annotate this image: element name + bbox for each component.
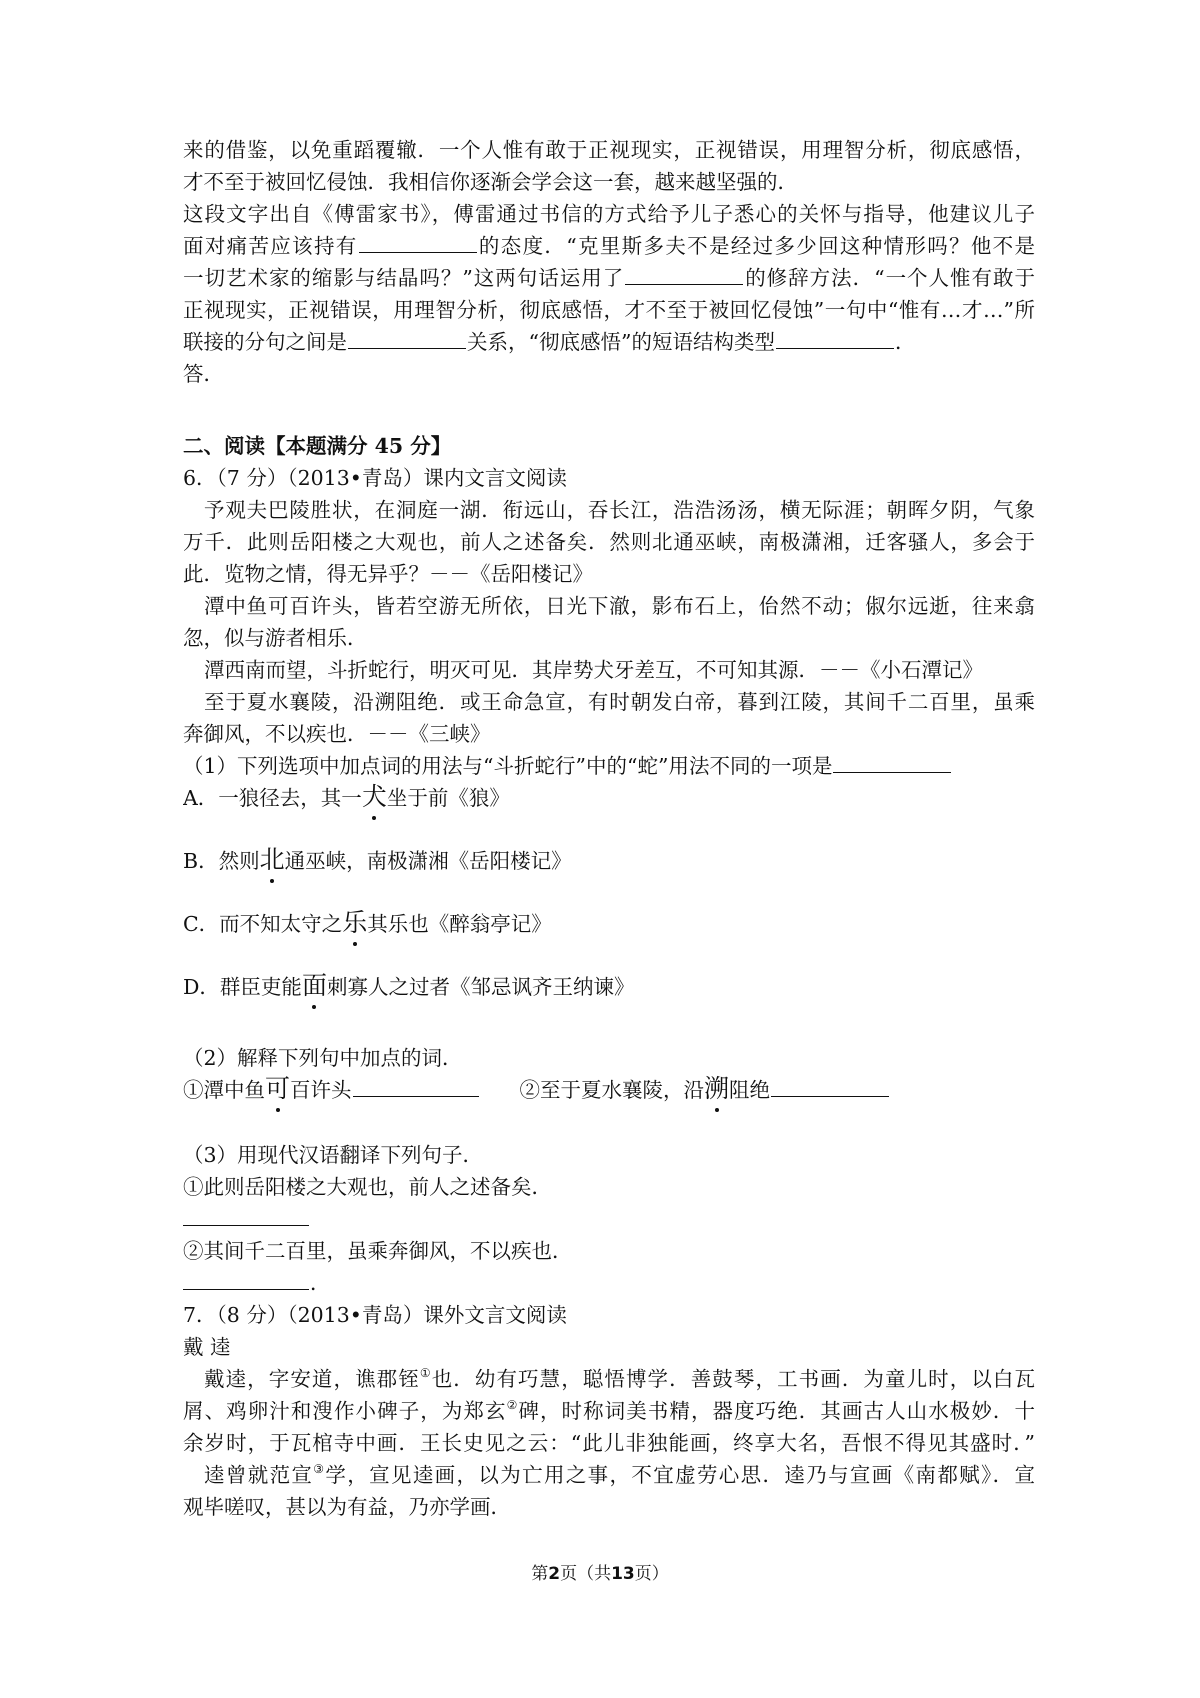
option-a-post: 坐于前《狼》 <box>386 786 510 810</box>
intro-line-7a: 联接的分句之间是 <box>183 330 347 354</box>
option-b[interactable] <box>183 845 1035 885</box>
footer-post: 页） <box>634 1564 669 1584</box>
option-c[interactable] <box>183 908 1035 948</box>
passage-line: 至于夏水襄陵，沿溯阻绝．或王命急宣，有时朝发白帝，暮到江陵，其间千二百里，虽乘 <box>204 690 1035 714</box>
passage-line: 潭西南而望，斗折蛇行，明灭可见．其岸势犬牙差互，不可知其源．－－《小石潭记》 <box>204 658 983 682</box>
dotted-word: 可 <box>265 1074 291 1103</box>
answer-blank[interactable] <box>183 1207 309 1226</box>
intro-line-4a: 面对痛苦应该持有 <box>183 234 358 258</box>
intro-line-7b: 关系，“彻底感悟”的短语结构类型 <box>467 330 775 354</box>
footnote-marker: ② <box>506 1398 519 1412</box>
footnote-marker: ① <box>419 1366 432 1380</box>
intro-line-6: 正视现实，正视错误，用理智分析，彻底感悟，才不至于被回忆侵蚀”一句中“惟有…才…”所 <box>183 298 1035 322</box>
answer-blank[interactable] <box>353 1078 479 1097</box>
option-a-pre: A．一狼径去，其一 <box>183 786 362 810</box>
passage-line: 观毕嗟叹，甚以为有益，乃亦学画． <box>183 1495 511 1519</box>
question-6-header: 6．（7 分）（2013•青岛）课内文言文阅读 <box>183 466 567 490</box>
question-7-header: 7．（8 分）（2013•青岛）课外文言文阅读 <box>183 1303 567 1327</box>
sub-question-2-items <box>183 1074 1035 1114</box>
option-d[interactable] <box>183 971 1035 1011</box>
intro-line-3: 这段文字出自《傅雷家书》，傅雷通过书信的方式给予儿子悉心的关怀与指导，他建议儿子 <box>183 202 1035 226</box>
intro-line-4 <box>183 230 1035 262</box>
passage-line <box>183 1395 1035 1427</box>
page-total: 13 <box>611 1564 635 1584</box>
intro-line-5b: 的修辞方法．“一个人惟有敢于 <box>744 266 1035 290</box>
dotted-word: 乐 <box>342 908 368 937</box>
passage-line: 予观夫巴陵胜状，在洞庭一湖．衔远山，吞长江，浩浩汤汤，横无际涯；朝晖夕阴，气象 <box>204 498 1035 522</box>
answer-line <box>183 1203 1035 1235</box>
option-b-post: 通巫峡，南极潇湘《岳阳楼记》 <box>284 849 572 873</box>
option-d-pre: D．群臣吏能 <box>183 975 302 999</box>
sub-3-ii: ②其间千二百里，虽乘奔御风，不以疾也． <box>183 1239 573 1263</box>
intro-line-4b: 的态度．“克里斯多夫不是经过多少回这种情形吗？他不是 <box>477 234 1035 258</box>
sub-question-3: （3）用现代汉语翻译下列句子． <box>183 1143 484 1167</box>
passage-line <box>204 1363 1035 1395</box>
footer-pre: 第 <box>531 1564 549 1584</box>
option-c-post: 其乐也《醉翁亭记》 <box>367 912 552 936</box>
answer-label: 答． <box>183 362 224 386</box>
page-footer <box>0 1559 1200 1584</box>
passage-line: 余岁时，于瓦棺寺中画．王长史见之云：“此儿非独能画，终享大名，吾恨不得见其盛时．” <box>183 1431 1035 1455</box>
passage-title: 戴 逵 <box>183 1335 231 1359</box>
answer-blank[interactable] <box>348 330 466 349</box>
answer-blank[interactable] <box>625 266 743 285</box>
sub-2-ii-pre: ②至于夏水襄陵，沿 <box>519 1078 705 1102</box>
dotted-word: 犬 <box>361 782 387 811</box>
option-a[interactable] <box>183 782 1035 822</box>
page-number: 2 <box>548 1564 561 1584</box>
period: ． <box>310 1271 331 1295</box>
passage-line <box>204 1459 1035 1491</box>
passage-segment: 逵曾就范宣 <box>204 1463 314 1487</box>
answer-blank[interactable] <box>771 1078 889 1097</box>
sub-2-i-pre: ①潭中鱼 <box>183 1078 265 1102</box>
section-heading: 二、阅读【本题满分 45 分】 <box>183 434 452 458</box>
dotted-word: 面 <box>301 971 327 1000</box>
intro-line-2: 才不至于被回忆侵蚀．我相信你逐渐会学会这一套，越来越坚强的． <box>183 170 798 194</box>
sub-2-ii-post: 阻绝 <box>729 1078 771 1102</box>
intro-line-5 <box>183 262 1035 294</box>
passage-line: 奔御风，不以疾也．－－《三峡》 <box>183 722 491 746</box>
answer-blank[interactable] <box>776 330 894 349</box>
sub-3-i: ①此则岳阳楼之大观也，前人之述备矣． <box>183 1175 552 1199</box>
answer-blank[interactable] <box>359 234 477 253</box>
footnote-marker: ③ <box>313 1462 326 1476</box>
passage-line: 潭中鱼可百许头，皆若空游无所依，日光下澈，影布石上，佁然不动；俶尔远逝，往来翕 <box>204 594 1035 618</box>
passage-segment: 碑，时称词美书精，器度巧绝．其画古人山水极妙．十 <box>518 1399 1035 1423</box>
passage-segment: 也．幼有巧慧，聪悟博学．善鼓琴，工书画．为童儿时，以白瓦 <box>431 1367 1035 1391</box>
intro-line-7c: ． <box>894 330 916 354</box>
intro-line-5a: 一切艺术家的缩影与结晶吗？”这两句话运用了 <box>183 266 625 290</box>
option-c-pre: C．而不知太守之 <box>183 912 343 936</box>
footer-mid: 页（共 <box>560 1564 612 1584</box>
option-b-pre: B．然则 <box>183 849 260 873</box>
answer-blank[interactable] <box>183 1271 309 1290</box>
passage-segment: 戴逵，字安道，谯郡铚 <box>204 1367 420 1391</box>
dotted-word: 溯 <box>704 1074 730 1103</box>
dotted-word: 北 <box>259 845 285 874</box>
passage-segment: 学，宣见逵画，以为亡用之事，不宜虚劳心思．逵乃与宣画《南都赋》．宣 <box>325 1463 1035 1487</box>
answer-blank[interactable] <box>833 754 951 773</box>
passage-segment: 屑、鸡卵汁和溲作小碑子，为郑玄 <box>183 1399 507 1423</box>
passage-line: 此．览物之情，得无异乎？－－《岳阳楼记》 <box>183 562 593 586</box>
intro-line-7 <box>183 326 1035 358</box>
sub-question-1 <box>183 750 1035 782</box>
option-d-post: 刺寡人之过者《邹忌讽齐王纳谏》 <box>326 975 635 999</box>
sub-question-1-text: （1）下列选项中加点词的用法与“斗折蛇行”中的“蛇”用法不同的一项是 <box>183 754 833 778</box>
sub-2-i-post: 百许头 <box>290 1078 352 1102</box>
answer-line <box>183 1267 1035 1299</box>
passage-line: 万千．此则岳阳楼之大观也，前人之述备矣．然则北通巫峡，南极潇湘，迁客骚人，多会于 <box>183 530 1035 554</box>
intro-line-1: 来的借鉴，以免重蹈覆辙．一个人惟有敢于正视现实，正视错误，用理智分析，彻底感悟， <box>183 138 1035 162</box>
sub-question-2: （2）解释下列句中加点的词． <box>183 1046 463 1070</box>
passage-line: 忽，似与游者相乐． <box>183 626 368 650</box>
